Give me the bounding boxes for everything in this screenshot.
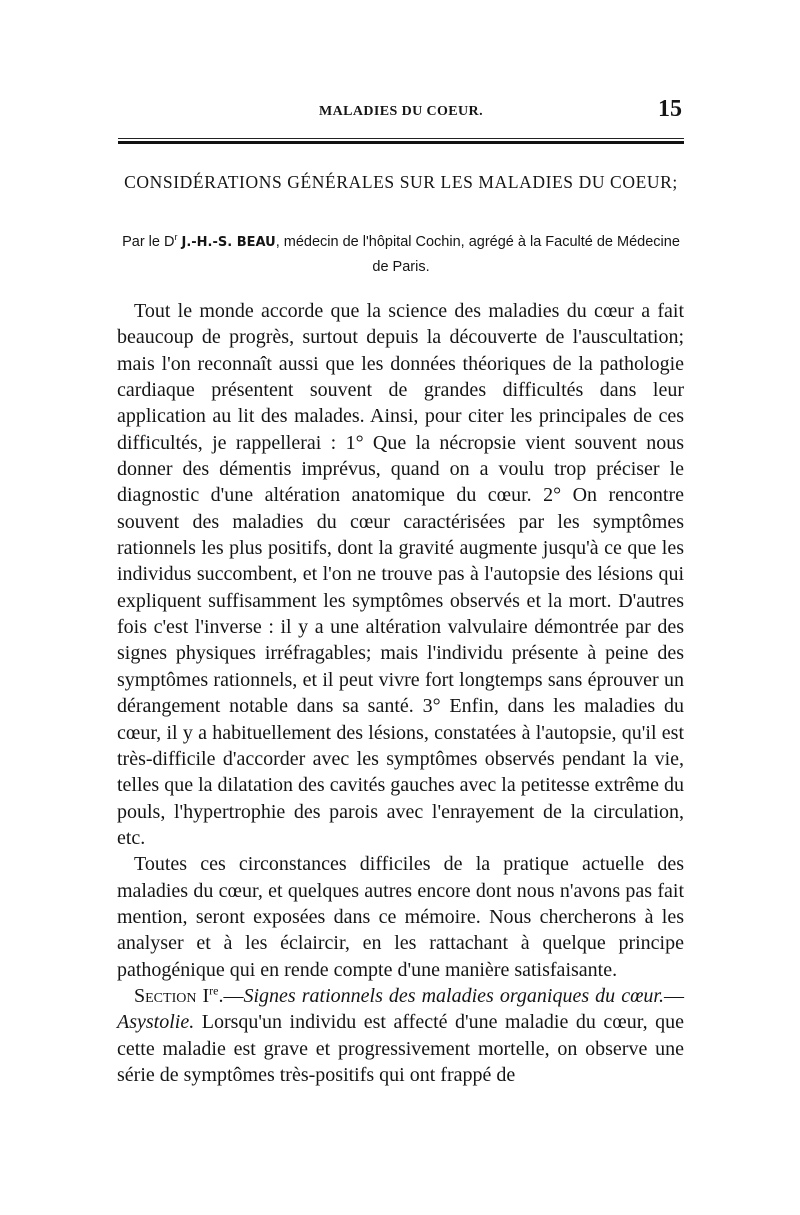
byline-prefix: Par le D	[122, 233, 175, 250]
byline-prefix-sup: r	[174, 232, 178, 242]
section-subheading: Asystolie.	[117, 1011, 195, 1034]
section-paragraph	[117, 983, 684, 1088]
running-head	[118, 96, 684, 126]
section-text: Lorsqu'un individu est affecté d'une maladie du cœur, que cette maladie est grave et progressivement mortelle, on observe une série de symptômes très-positifs qui ont frappé de	[117, 1011, 684, 1086]
byline-affiliation: , médecin de l'hôpital Cochin, agrégé à la Faculté de Médecine de Paris.	[275, 233, 680, 275]
paragraph: Toutes ces circonstances difficiles de la pratique actuelle des maladies du cœur, et quelques autres encore dont nous n'avons pas fait mention, seront exposées dans ce mémoire. Nous chercherons à les analyser et à les éclaircir, en les rattachant à quelque principe pathogénique qui en rende compte d'une manière satisfaisante.	[117, 853, 684, 981]
header-rule-thick	[118, 141, 684, 144]
running-title: MALADIES DU COEUR.	[319, 104, 483, 119]
section-heading: Signes rationnels des maladies organiques du cœur.	[243, 984, 665, 1007]
byline-author: J.-H.-S. BEAU	[181, 234, 276, 250]
section-label-sup: re	[209, 983, 219, 998]
section-dash-2: —	[664, 984, 685, 1007]
byline	[118, 225, 684, 279]
article-title: CONSIDÉRATIONS GÉNÉRALES SUR LES MALADIES DU COEUR;	[124, 172, 678, 192]
section-dash: .—	[218, 984, 244, 1007]
paragraph: Tout le monde accorde que la science des maladies du cœur a fait beaucoup de progrès, surtout depuis la découverte de l'auscultation; mais l'on reconnaît aussi que les données théoriques de la pathologie cardiaque présentent souvent de grandes difficultés dans leur application au lit des malades. Ainsi, pour citer les principales de ces difficultés, je rappellerai : 1° Que la nécropsie vient souvent nous donner des démentis imprévus, quand on a voulu trop préciser le diagnostic d'une altération anatomique du cœur. 2° On rencontre souvent des maladies du cœur caractérisées par les symptômes rationnels les plus positifs, dont la gravité augmente jusqu'à ce que les individus succombent, et l'on ne trouve pas à l'autopsie des lésions qui expliquent suffisamment les symptômes observés et la mort. D'autres fois c'est l'inverse : il y a une altération valvulaire démontrée par des signes physiques irréfragables; mais l'individu présente à peine des symptômes rationnels, et il peut vivre fort longtemps sans éprouver un dérangement notable dans sa santé. 3° Enfin, dans les maladies du cœur, il y a habituellement des lésions, constatées à l'autopsie, qu'il est très-difficile d'accorder avec les symptômes observés pendant la vie, telles que la dilatation des cavités gauches avec la petitesse extrême du pouls, l'hypertrophie des parois avec l'enrayement de la circulation, etc.	[117, 300, 684, 849]
header-rule-thin	[118, 138, 684, 139]
article-body	[117, 298, 684, 1088]
section-label: Section I	[134, 984, 210, 1007]
page-number: 15	[658, 96, 682, 122]
header-rule	[118, 138, 684, 147]
